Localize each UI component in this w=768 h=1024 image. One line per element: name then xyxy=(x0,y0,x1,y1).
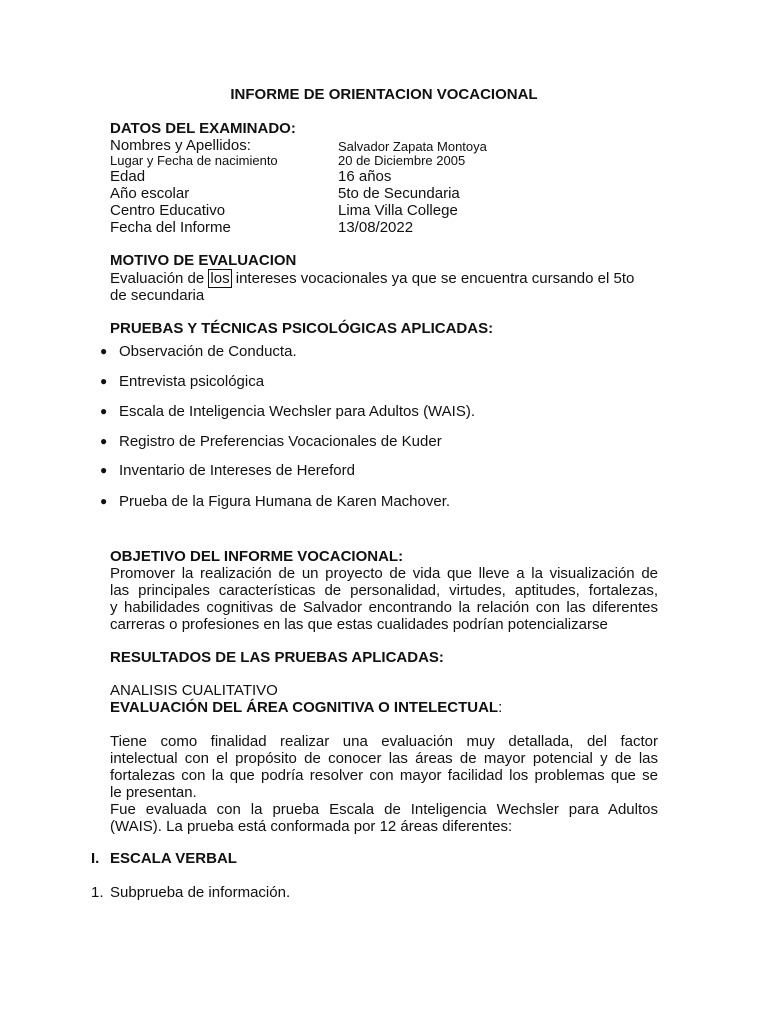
examinee-label: Nombres y Apellidos: xyxy=(110,137,251,154)
wais-paragraph-line: Fue evaluada con la prueba Escala de Inteligencia Wechsler para Adultos xyxy=(110,801,658,818)
examinee-label: Centro Educativo xyxy=(110,202,226,219)
motive-text xyxy=(110,270,658,287)
examinee-value: 13/08/2022 xyxy=(338,219,414,236)
objective-line: Promover la realización de un proyecto de vida que lleve a la visualización de xyxy=(110,565,658,582)
bullet-icon: ● xyxy=(100,344,108,358)
subtest-number: 1. xyxy=(91,884,104,901)
cognitive-heading: EVALUACIÓN DEL ÁREA COGNITIVA O INTELECTUAL xyxy=(110,699,499,716)
verbal-scale-number: I. xyxy=(91,850,100,867)
motive-text-after: intereses vocacionales ya que se encuentra cursando el 5to xyxy=(231,270,635,287)
test-item-label: Observación de Conducta. xyxy=(119,343,297,360)
examinee-row xyxy=(110,152,658,169)
motive-heading: MOTIVO DE EVALUACION xyxy=(110,252,297,269)
verbal-scale-title: ESCALA VERBAL xyxy=(110,850,237,867)
document-title: INFORME DE ORIENTACION VOCACIONAL xyxy=(230,86,538,103)
objective-heading: OBJETIVO DEL INFORME VOCACIONAL: xyxy=(110,548,404,565)
examinee-value: Lima Villa College xyxy=(338,202,458,219)
bullet-icon: ● xyxy=(100,374,108,388)
test-list-item xyxy=(100,462,660,479)
examinee-row xyxy=(110,168,658,185)
cognitive-paragraph-line: fortalezas con la que podría resolver con mayor facilidad los problemas que se xyxy=(110,767,658,784)
motive-text-before: Evaluación de xyxy=(110,270,209,287)
objective-line: y habilidades cognitivas de Salvador encontrando la relación con las diferentes xyxy=(110,599,658,616)
examinee-label: Edad xyxy=(110,168,146,185)
bullet-icon: ● xyxy=(100,494,108,508)
examinee-value: 20 de Diciembre 2005 xyxy=(338,153,466,168)
qualitative-analysis-label: ANALISIS CUALITATIVO xyxy=(110,682,278,699)
cognitive-paragraph-line: intelectual con el propósito de conocer las áreas de mayor potencial y de las xyxy=(110,750,658,767)
examinee-label: Lugar y Fecha de nacimiento xyxy=(110,153,278,168)
examinee-value: 16 años xyxy=(338,168,392,185)
cognitive-heading-colon: : xyxy=(498,699,503,716)
examinee-heading: DATOS DEL EXAMINADO: xyxy=(110,120,296,137)
motive-boxed-word: los xyxy=(210,270,230,287)
examinee-row xyxy=(110,202,658,219)
subtest-label: Subprueba de información. xyxy=(110,884,291,901)
examinee-label: Fecha del Informe xyxy=(110,219,231,236)
examinee-value: Salvador Zapata Montoya xyxy=(338,139,487,154)
test-list-item xyxy=(100,343,660,360)
examinee-label: Año escolar xyxy=(110,185,190,202)
objective-line: carreras o profesiones en las que estas cualidades podrían potencializarse xyxy=(110,616,608,633)
motive-text-line2: de secundaria xyxy=(110,287,205,304)
test-item-label: Escala de Inteligencia Wechsler para Adultos (WAIS). xyxy=(119,403,476,420)
bullet-icon: ● xyxy=(100,434,108,448)
objective-line: las principales características de personalidad, virtudes, aptitudes, fortalezas, xyxy=(110,582,658,599)
bullet-icon: ● xyxy=(100,404,108,418)
test-item-label: Inventario de Intereses de Hereford xyxy=(119,462,355,479)
tests-heading: PRUEBAS Y TÉCNICAS PSICOLÓGICAS APLICADAS: xyxy=(110,320,494,337)
cognitive-paragraph-line: Tiene como finalidad realizar una evaluación muy detallada, del factor xyxy=(110,733,658,750)
examinee-row xyxy=(110,219,658,236)
examinee-value: 5to de Secundaria xyxy=(338,185,460,202)
wais-paragraph-line: (WAIS). La prueba está conformada por 12 áreas diferentes: xyxy=(110,818,513,835)
test-item-label: Registro de Preferencias Vocacionales de Kuder xyxy=(119,433,442,450)
test-item-label: Prueba de la Figura Humana de Karen Machover. xyxy=(119,493,451,510)
examinee-row xyxy=(110,185,658,202)
test-list-item xyxy=(100,373,660,390)
results-heading: RESULTADOS DE LAS PRUEBAS APLICADAS: xyxy=(110,649,444,666)
test-list-item xyxy=(100,493,660,510)
test-list-item xyxy=(100,433,660,450)
bullet-icon: ● xyxy=(100,463,108,477)
test-list-item xyxy=(100,403,660,420)
cognitive-paragraph-line: le presentan. xyxy=(110,784,197,801)
cognitive-heading-line xyxy=(110,699,658,716)
test-item-label: Entrevista psicológica xyxy=(119,373,265,390)
